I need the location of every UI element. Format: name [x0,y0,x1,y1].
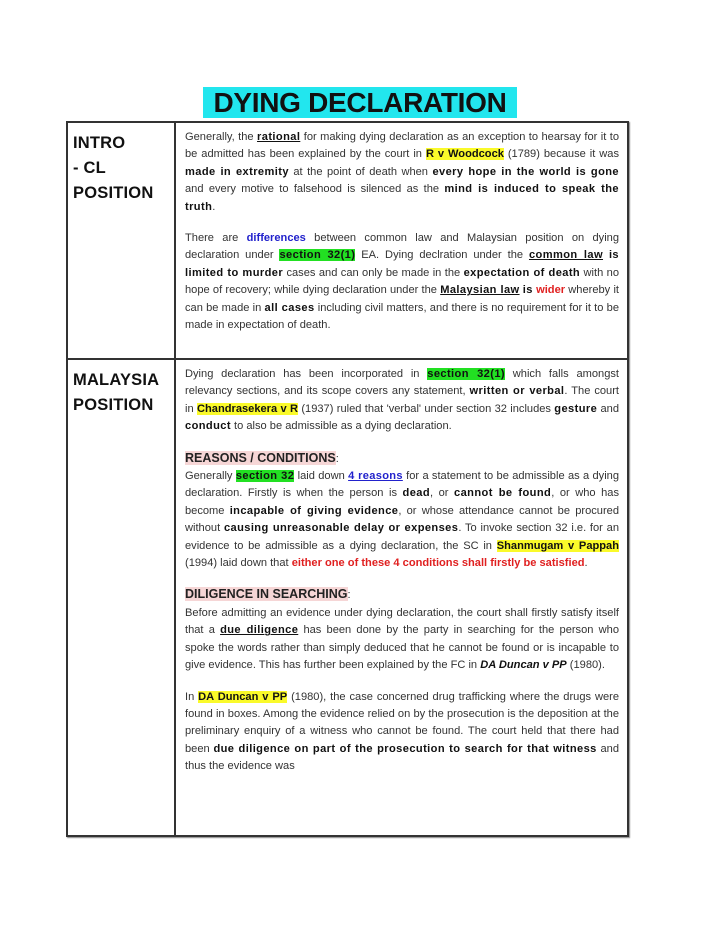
paragraph-duncan: In DA Duncan v PP (1980), the case concerned drug trafficking where the drugs were found in boxes. Among the evidence relied on by the prosecution is the deposition at the preliminary enquiry of a witness who cannot be found. The court held that there had been due diligence on part of the prosecution to search for that witness and thus the evidence was [185,690,619,773]
paragraph-incorporation: Dying declaration has been incorporated in section 32(1) which falls amongst relevancy sections, and its scope covers any statement, written or verbal. The court in Chandrasekera v R (1937) ruled that 'verbal' under section 32 includes gesture and conduct to also be admissible as a dying declaration. [185,368,620,433]
case-name: DA Duncan v PP [480,659,567,672]
paragraph-differences: There are differences between common law and Malaysian position on dying declaration under section 32(1) EA. Dying declration under the common law is limited to murder cases and can only be made in the expectation of death with no hope of recovery; while dying declaration under the Malaysian law is wider whereby it can be made in all cases including civil matters, and there is no requirement for it to be made in expectation of death. [185,232,620,332]
case-name: Shanmugam v Pappah [496,539,619,552]
label-line: POSITION [73,396,154,414]
section-reference: section 32 [235,470,295,483]
rational-term: rational [257,131,301,143]
paragraph-diligence: Before admitting an evidence under dying declaration, the court shall firstly satisfy itself that a due diligence has been done by the party in searching for the person who spoke the words rather than simply deduced that he cannot be found or is incapable to give evidence. This has further been explained by the FC in DA Duncan v PP (1980). [185,606,619,672]
case-name: DA Duncan v PP [198,690,288,703]
label-line: MALAYSIA [73,371,160,389]
case-name: Chandrasekera v R [196,402,299,415]
case-name: R v Woodcock [425,148,504,161]
section-heading-reasons: REASONS / CONDITIONS: [185,450,339,465]
notes-table [66,121,629,837]
row-label-malaysia [68,360,176,835]
paragraph-reasons: Generally section 32 laid down 4 reasons for a statement to be admissible as a dying declaration. Firstly is when the person is dead, or cannot be found, or who has become incapable of giving evidence, or whose attendance cannot be procured without causing unreasonable delay or expenses. To invoke section 32 i.e. for an evidence to be admissible as a dying declaration, the SC in Shanmugam v Pappah (1994) laid down that either one of these 4 conditions shall firstly be satisfied. [185,470,619,570]
paragraph-rationale: Generally, the rational for making dying declaration as an exception to hearsay for it to be admitted has been explained by the court in R v Woodcock (1789) because it was made in extremity at the point of death when every hope in the world is gone and every motive to falsehood is silenced as the mind is induced to speak the truth. [185,131,620,213]
table-row-intro [68,123,627,360]
label-line: - CL [73,159,106,177]
label-line: POSITION [73,184,154,202]
row-content-intro [178,123,627,358]
section-reference: section 32(1) [279,249,356,262]
row-content-malaysia [178,360,627,835]
page-title: DYING DECLARATION [203,87,517,118]
section-heading-diligence: DILIGENCE IN SEARCHING: [185,587,351,602]
table-row-malaysia [68,360,627,835]
row-label-intro [68,123,176,358]
label-line: INTRO [73,134,126,152]
reasons-link[interactable]: 4 reasons [348,470,403,483]
section-reference: section 32(1) [427,368,505,380]
